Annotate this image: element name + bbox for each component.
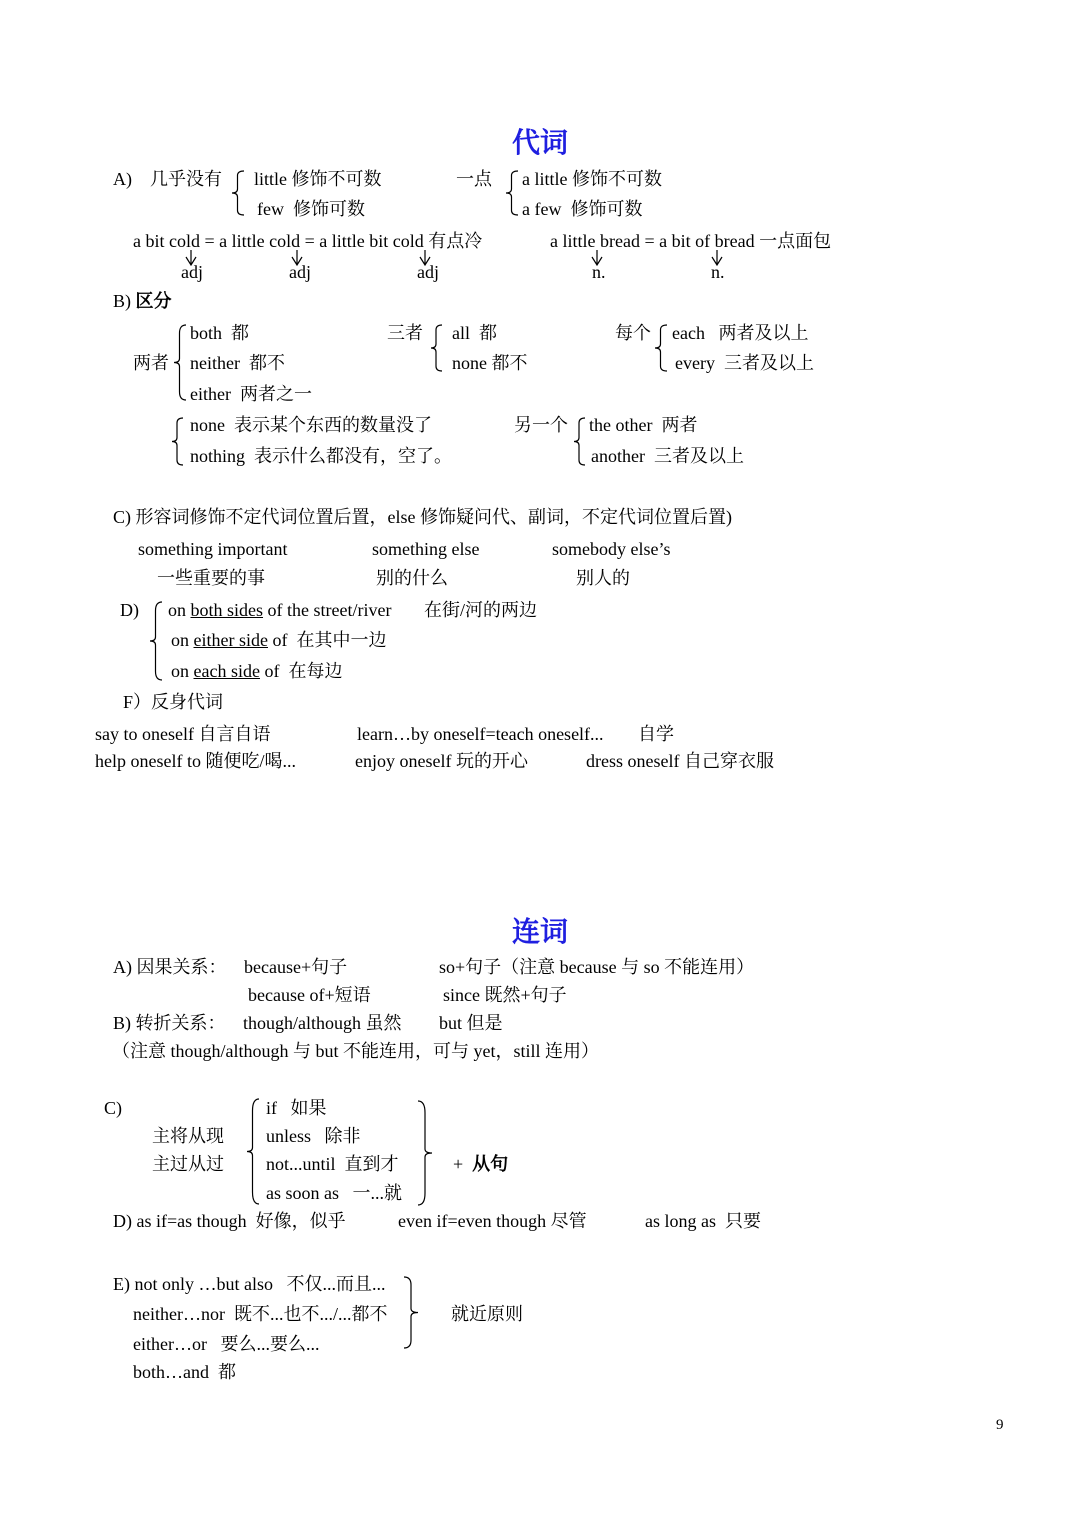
neither-item: neither 都不	[190, 353, 285, 373]
none-meaning: none 表示某个东西的数量没了	[190, 415, 432, 435]
cause-effect-label: A) 因果关系：	[113, 957, 227, 977]
side-phrase-post: of 在其中一边	[267, 630, 387, 650]
conjunctions-c-label: C)	[104, 1098, 122, 1118]
conditional-item: not...until 直到才	[266, 1154, 399, 1174]
other-label: 另一个	[514, 415, 568, 435]
word-class-label: n.	[711, 262, 725, 282]
word-class-label: adj	[289, 262, 311, 282]
left-brace-icon	[505, 170, 518, 216]
either-item: either 两者之一	[190, 384, 312, 404]
side-phrase-pre: on	[168, 600, 191, 620]
cold-example: a bit cold = a little cold = a little bit cold 有点冷	[133, 231, 483, 251]
the-other-item: the other 两者	[589, 415, 698, 435]
page-number: 9	[996, 1417, 1004, 1433]
left-brace-icon	[173, 324, 186, 401]
contrast-note: （注意 though/although 与 but 不能连用，可与 yet，still 连用）	[112, 1041, 599, 1061]
reflexive-phrase: dress oneself 自己穿衣服	[586, 751, 774, 771]
pronouns-title: 代词	[511, 126, 568, 159]
every-item: every 三者及以上	[675, 353, 814, 373]
few-item: few 修饰可数	[257, 199, 365, 219]
pronouns-c-heading: C) 形容词修饰不定代词位置后置，else 修饰疑问代、副词，不定代词位置后置)	[113, 507, 732, 527]
three-label: 三者	[387, 323, 423, 343]
nothing-meaning: nothing 表示什么都没有，空了。	[190, 446, 453, 466]
reflexive-phrase: learn…by oneself=teach oneself...	[357, 724, 604, 744]
side-phrase-underlined: either side	[193, 630, 268, 650]
clause-result-bold: 从句	[472, 1154, 509, 1174]
tense-rule: 主过从过	[152, 1154, 224, 1174]
side-phrase-underlined: each side	[193, 661, 260, 681]
example-zh: 别人的	[576, 568, 630, 588]
correlative-item: both…and 都	[133, 1362, 236, 1382]
example-en: something else	[372, 539, 480, 559]
conditional-item: unless 除非	[266, 1126, 361, 1146]
conditional-item: if 如果	[266, 1098, 327, 1118]
both-item: both 都	[190, 323, 250, 343]
each-label: 每个	[615, 323, 651, 343]
bread-example: a little bread = a bit of bread 一点面包	[550, 231, 832, 251]
conjunction-d-item: as long as 只要	[645, 1211, 761, 1231]
side-phrase	[171, 629, 386, 651]
tense-rule: 主将从现	[152, 1126, 224, 1146]
side-phrase	[171, 660, 342, 682]
reflexive-heading: F）反身代词	[123, 692, 224, 712]
conjunctions-title: 连词	[511, 915, 568, 948]
conjunction-d-item: even if=even though 尽管	[398, 1211, 587, 1231]
side-phrase-post: of 在每边	[259, 661, 343, 681]
word-class-label: adj	[417, 262, 439, 282]
reflexive-phrase: enjoy oneself 玩的开心	[355, 751, 528, 771]
conditional-item: as soon as 一...就	[266, 1183, 402, 1203]
side-phrase-post: of the street/river	[263, 600, 392, 620]
side-phrase-underlined: both sides	[190, 600, 264, 620]
side-phrase-pre: on	[171, 661, 194, 681]
clause-result	[453, 1153, 508, 1175]
proximity-rule: 就近原则	[451, 1304, 523, 1324]
side-phrase-pre: on	[171, 630, 194, 650]
example-zh: 别的什么	[376, 568, 448, 588]
correlative-item: neither…nor 既不...也不.../...都不	[133, 1304, 388, 1324]
side-phrase	[168, 599, 391, 621]
cause-effect-item: because of+短语	[248, 985, 371, 1005]
example-en: something important	[138, 539, 288, 559]
correlative-item: E) not only …but also 不仅...而且...	[113, 1274, 386, 1294]
all-item: all 都	[452, 323, 497, 343]
correlative-item: either…or 要么...要么...	[133, 1334, 320, 1354]
example-en: somebody else’s	[552, 539, 671, 559]
little-item: little 修饰不可数	[254, 169, 382, 189]
cause-effect-item: so+句子（注意 because 与 so 不能连用）	[439, 957, 755, 977]
reflexive-phrase: say to oneself 自言自语	[95, 724, 271, 744]
a-few-item: a few 修饰可数	[522, 199, 643, 219]
contrast-item: but 但是	[439, 1013, 503, 1033]
left-brace-icon	[430, 324, 442, 372]
clause-result-prefix: +	[453, 1154, 473, 1174]
left-brace-icon	[573, 417, 585, 466]
example-zh: 一些重要的事	[157, 568, 265, 588]
reflexive-phrase-meaning: 自学	[638, 724, 674, 744]
right-brace-icon	[404, 1276, 418, 1349]
right-brace-icon	[418, 1100, 432, 1206]
another-item: another 三者及以上	[591, 446, 744, 466]
pronouns-b-label-bold: 区分	[135, 291, 172, 311]
left-brace-icon	[171, 417, 183, 466]
word-class-label: n.	[592, 262, 606, 282]
left-brace-icon	[246, 1098, 259, 1205]
pronouns-a-label: A)	[113, 169, 132, 189]
some-label: 一点	[456, 169, 492, 189]
none-item: none 都不	[452, 353, 528, 373]
side-phrase-meaning: 在街/河的两边	[424, 600, 538, 620]
word-class-label: adj	[181, 262, 203, 282]
left-brace-icon	[654, 324, 667, 372]
each-item: each 两者及以上	[672, 323, 809, 343]
hardly-label: 几乎没有	[150, 169, 222, 189]
contrast-label: B) 转折关系：	[113, 1013, 226, 1033]
pronouns-b-label: B)	[113, 291, 136, 311]
two-label: 两者	[133, 353, 169, 373]
reflexive-phrase: help oneself to 随便吃/喝...	[95, 751, 296, 771]
cause-effect-item: because+句子	[244, 957, 348, 977]
left-brace-icon	[149, 601, 162, 681]
cause-effect-item: since 既然+句子	[443, 985, 567, 1005]
a-little-item: a little 修饰不可数	[522, 169, 662, 189]
pronouns-b-heading	[113, 290, 172, 312]
conjunction-d-item: D) as if=as though 好像，似乎	[113, 1211, 346, 1231]
pronouns-d-label: D)	[120, 600, 139, 620]
contrast-item: though/although 虽然	[243, 1013, 402, 1033]
left-brace-icon	[231, 170, 244, 216]
